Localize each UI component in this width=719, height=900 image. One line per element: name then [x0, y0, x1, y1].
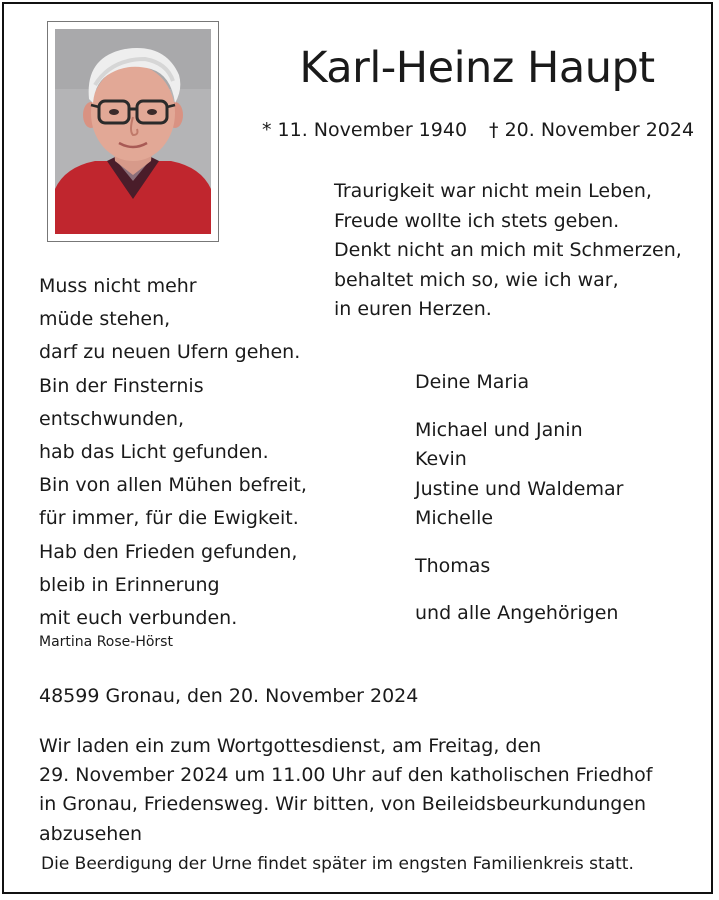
poem-line: entschwunden,	[39, 407, 185, 430]
mourners	[415, 368, 623, 629]
invitation-line: 29. November 2024 um 11.00 Uhr auf den katholischen Friedhof	[39, 764, 653, 787]
photo-frame	[47, 21, 219, 242]
poem-line: müde stehen,	[39, 308, 171, 331]
poem-line: darf zu neuen Ufern gehen.	[39, 341, 301, 364]
poem	[39, 270, 307, 635]
mourner-spouse: Deine Maria	[415, 371, 530, 393]
poem-line: für immer, für die Ewigkeit.	[39, 507, 299, 530]
invitation-line: Wir laden ein zum Wortgottesdienst, am Freitag, den	[39, 735, 542, 757]
poem-author: Martina Rose-Hörst	[39, 634, 173, 650]
invitation-line: abzusehen	[39, 822, 143, 845]
verse-line: Freude wollte ich stets geben.	[334, 209, 620, 232]
death-date: † 20. November 2024	[489, 119, 695, 141]
mourner-others: und alle Angehörigen	[415, 602, 619, 624]
verse-right	[334, 177, 682, 325]
invitation-line: in Gronau, Friedensweg. Wir bitten, von Beileidsbeurkundungen	[39, 793, 647, 816]
verse-line: Traurigkeit war nicht mein Leben,	[334, 180, 652, 202]
mourner-son: Thomas	[415, 554, 491, 577]
mourner-family: Michelle	[415, 507, 494, 529]
verse-line: Denkt nicht an mich mit Schmerzen,	[334, 239, 682, 261]
mourner-family: Michael und Janin	[415, 418, 583, 441]
birth-date: * 11. November 1940	[262, 119, 468, 141]
portrait-photo	[55, 29, 211, 234]
invitation	[39, 732, 652, 849]
verse-line: behaltet mich so, wie ich war,	[334, 268, 619, 291]
place-date: 48599 Gronau, den 20. November 2024	[39, 685, 419, 707]
poem-line: Bin der Finsternis	[39, 374, 204, 397]
poem-line: Bin von allen Mühen befreit,	[39, 474, 307, 497]
poem-line: Hab den Frieden gefunden,	[39, 540, 298, 563]
life-dates	[262, 119, 694, 141]
deceased-name: Karl-Heinz Haupt	[299, 43, 655, 93]
spacer	[415, 534, 623, 552]
poem-line: Muss nicht mehr	[39, 275, 197, 297]
verse-line: in euren Herzen.	[334, 298, 492, 320]
poem-line: mit euch verbunden.	[39, 607, 238, 630]
mourner-family: Kevin	[415, 448, 467, 470]
burial-note: Die Beerdigung der Urne findet später im engsten Familienkreis statt.	[41, 854, 634, 874]
spacer	[415, 398, 623, 416]
poem-line: hab das Licht gefunden.	[39, 441, 269, 464]
spacer	[415, 581, 623, 599]
mourner-family: Justine und Waldemar	[415, 477, 624, 500]
poem-line: bleib in Erinnerung	[39, 573, 220, 596]
